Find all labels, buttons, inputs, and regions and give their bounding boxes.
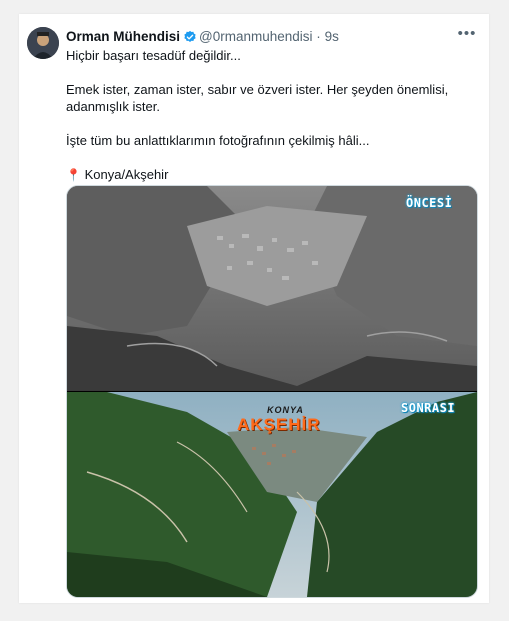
overlay-aksehir: AKŞEHİR	[237, 415, 321, 434]
before-photo	[67, 186, 477, 391]
location-text: Konya/Akşehir	[84, 167, 169, 182]
tweet-text	[66, 47, 476, 184]
before-label: ÖNCESİ	[406, 196, 453, 210]
text-line-1: Hiçbir başarı tesadüf değildir...	[66, 48, 241, 63]
after-label: SONRASI	[401, 401, 456, 415]
tweet-media[interactable]	[66, 185, 478, 598]
more-icon[interactable]: •••	[457, 25, 477, 42]
avatar[interactable]	[27, 27, 59, 59]
pin-icon: 📍	[66, 168, 81, 182]
text-line-2: Emek ister, zaman ister, sabır ve özveri ister. Her şeyden önemlisi, adanmışlık ister.	[66, 82, 449, 114]
location-line	[66, 166, 476, 184]
tweet-header	[66, 27, 479, 47]
tweet-timestamp[interactable]: 9s	[324, 29, 339, 44]
author-name[interactable]: Orman Mühendisi	[66, 29, 181, 44]
text-line-3: İşte tüm bu anlattıklarımın fotoğrafının çekilmiş hâli...	[66, 133, 370, 148]
overlay-konya: KONYA	[267, 405, 304, 415]
tweet-card[interactable]	[19, 14, 489, 603]
author-handle[interactable]: @0rmanmuhendisi	[199, 29, 313, 44]
separator-dot: ·	[316, 29, 321, 44]
